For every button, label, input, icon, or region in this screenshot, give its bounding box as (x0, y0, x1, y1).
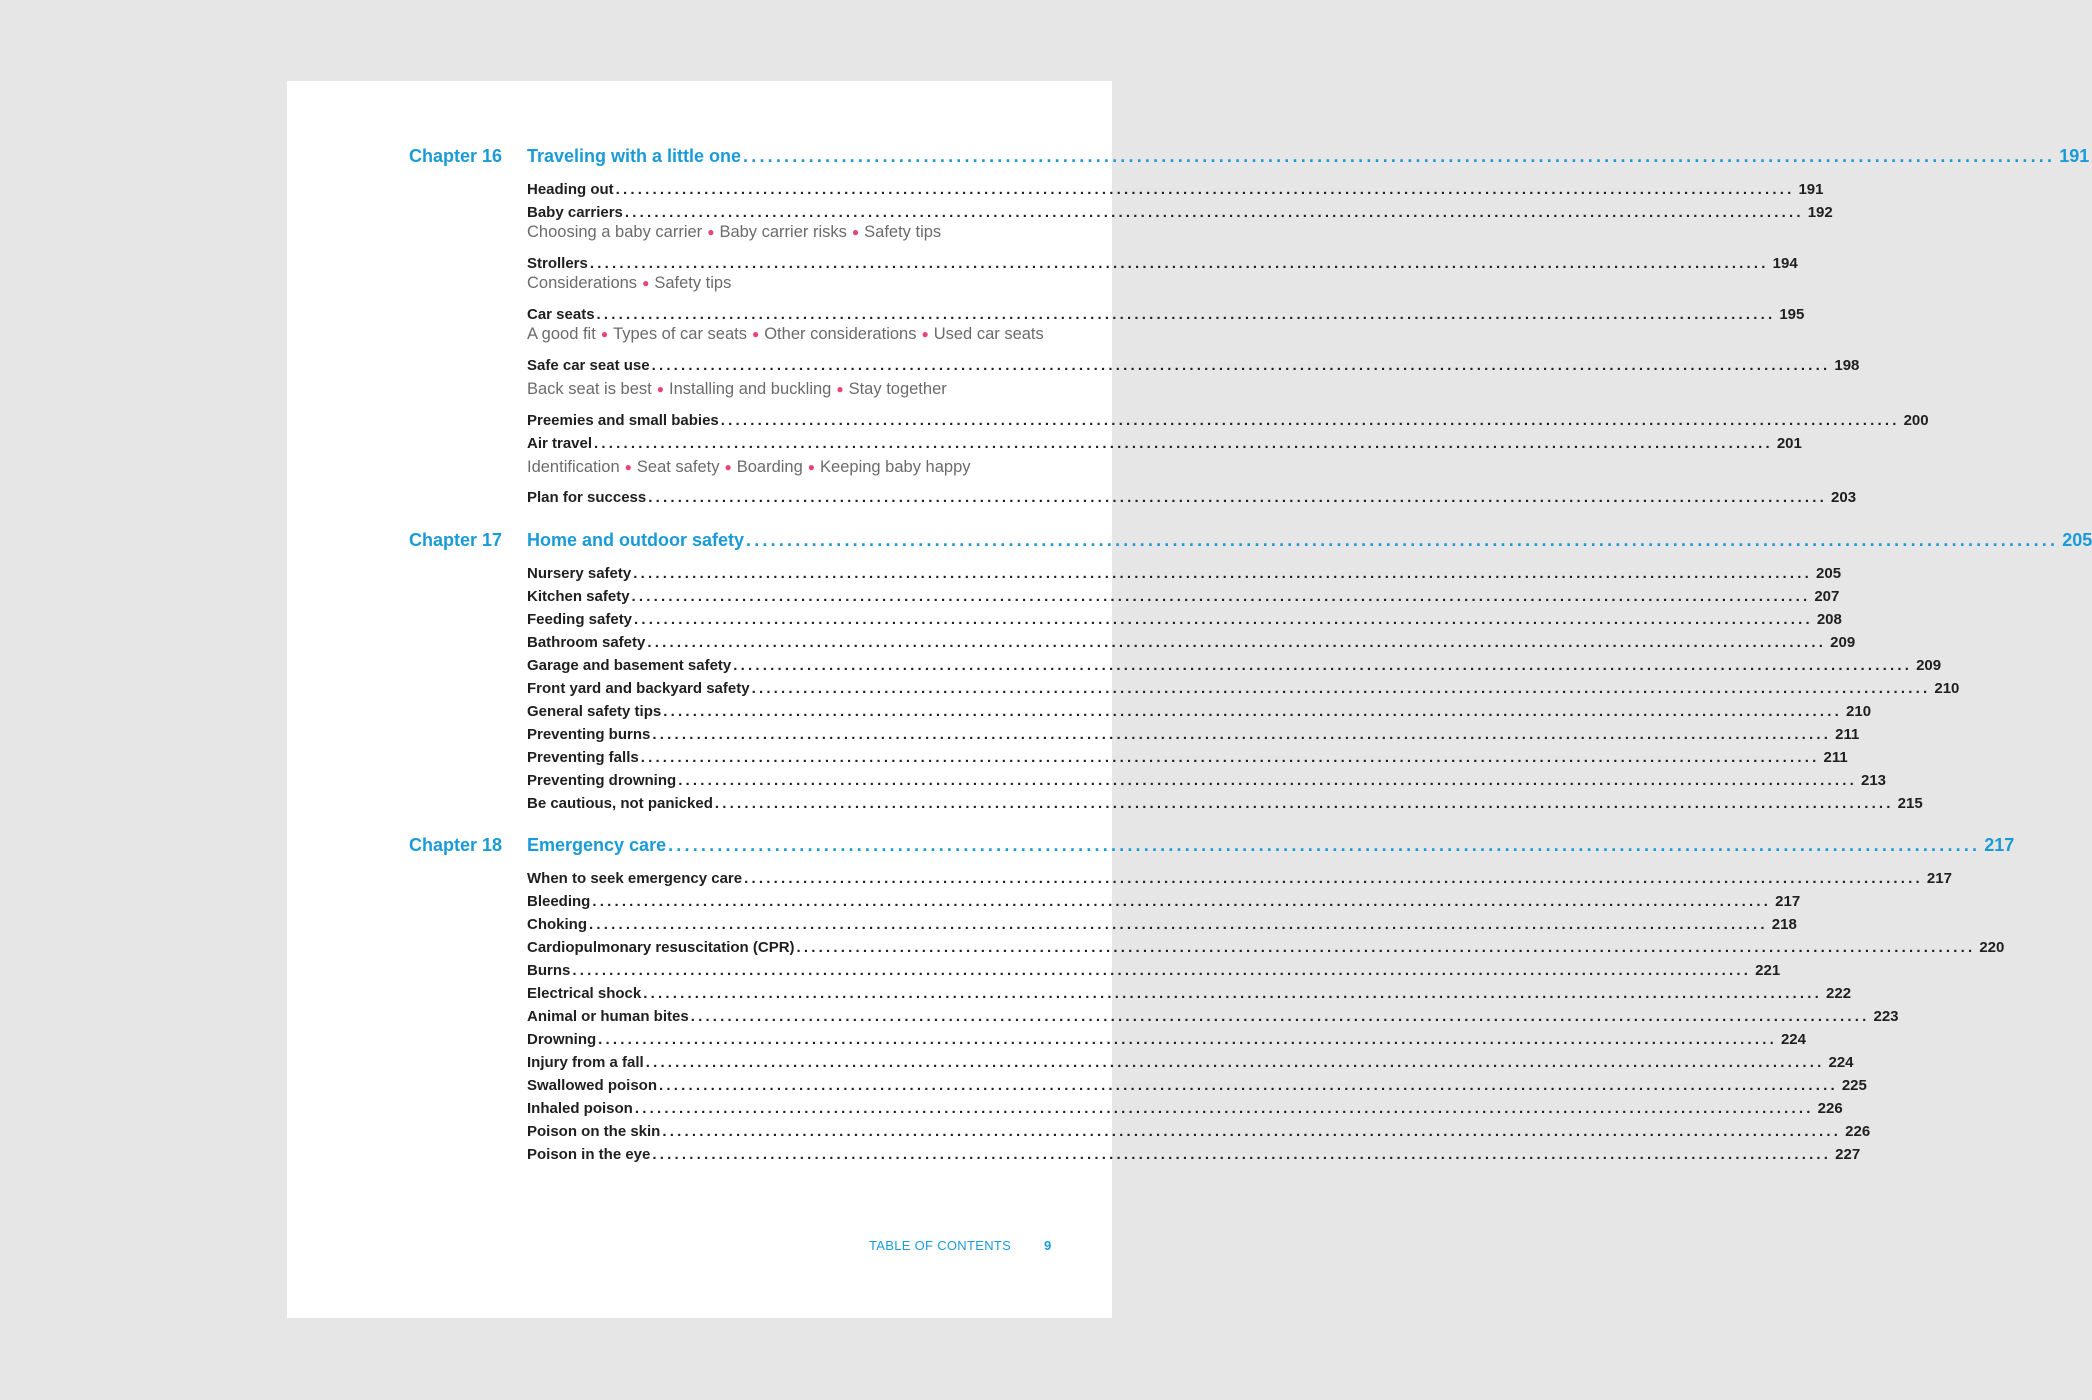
entry-subtopics (527, 323, 1067, 345)
dot-leader: ................................................................................................................................................................ (634, 611, 1813, 628)
dot-leader: ................................................................................................................................................................ (643, 985, 1823, 1002)
bullet-icon: ● (751, 327, 760, 341)
entry-page: 210 (1934, 680, 1960, 697)
entry-page: 211 (1835, 726, 1860, 743)
entry-page: 226 (1817, 1100, 1843, 1117)
dot-leader: ................................................................................................................................................................ (598, 1031, 1777, 1048)
dot-leader: ................................................................................................................................................................ (594, 435, 1773, 452)
chapter-page: 217 (1984, 835, 2015, 855)
subtopic: Types of car seats (613, 325, 747, 343)
bullet-icon: ● (707, 225, 715, 239)
bullet-icon: ● (624, 460, 632, 474)
entry-title: Poison on the skin (527, 1123, 661, 1140)
toc-entry[interactable] (527, 487, 1857, 509)
toc-entry[interactable] (527, 632, 1856, 654)
entry-title: Kitchen safety (527, 588, 630, 605)
subtopic: Used car seats (933, 325, 1044, 343)
toc-entry[interactable] (527, 1029, 1806, 1051)
dot-leader: ................................................................................................................................................................ (631, 588, 1811, 605)
entry-page: 217 (1926, 870, 1952, 887)
entry-page: 224 (1780, 1031, 1806, 1048)
dot-leader: ................................................................................................................................................................ (589, 916, 1768, 933)
toc-entry[interactable] (527, 609, 1842, 631)
toc-entry[interactable] (527, 891, 1801, 913)
dot-leader: ................................................................................................................................................................ (652, 1146, 1832, 1163)
subtopic: Identification (527, 458, 620, 476)
subtopic: Back seat is best (527, 380, 652, 398)
dot-leader: ................................................................................................................................................................ (640, 749, 1820, 766)
entry-title: Nursery safety (527, 565, 632, 582)
toc-page (287, 81, 2092, 1318)
entry-page: 213 (1860, 772, 1887, 789)
dot-leader: ................................................................................................................................................................ (744, 870, 1923, 887)
dot-leader: ................................................................................................................................................................ (659, 1077, 1838, 1094)
entry-title: Injury from a fall (527, 1054, 644, 1071)
entry-page: 209 (1830, 634, 1856, 651)
toc-entry[interactable] (527, 433, 1802, 455)
toc-entry[interactable] (527, 1121, 1871, 1143)
entry-page: 207 (1814, 588, 1840, 605)
dot-leader: ................................................................................................................................................................ (690, 1008, 1870, 1025)
entry-title: Air travel (527, 435, 593, 452)
toc-entry[interactable] (527, 868, 1952, 890)
entry-page: 227 (1835, 1146, 1861, 1163)
entry-page: 210 (1846, 703, 1872, 720)
entry-title: Animal or human bites (527, 1008, 689, 1025)
dot-leader: ................................................................................................................................................................ (733, 657, 1913, 674)
entry-title: General safety tips (527, 703, 662, 720)
toc-entry[interactable] (527, 724, 1860, 746)
entry-subtopics (527, 272, 1067, 294)
toc-entry[interactable] (527, 1144, 1861, 1166)
toc-entry[interactable] (527, 1052, 1854, 1074)
entry-title: Drowning (527, 1031, 597, 1048)
dot-leader: ................................................................................................................................................................ (645, 1054, 1825, 1071)
dot-leader: ................................................................................................................................................................ (743, 146, 2056, 166)
subtopic: Baby carrier risks (719, 223, 847, 241)
subtopic: Boarding (736, 458, 803, 476)
dot-leader: ................................................................................................................................................................ (678, 772, 1857, 789)
toc-entry[interactable] (527, 1098, 1843, 1120)
entry-title: Plan for success (527, 489, 647, 506)
bullet-icon: ● (656, 382, 664, 396)
entry-page: 191 (1798, 181, 1824, 198)
entry-page: 194 (1772, 255, 1798, 272)
subtopic: Seat safety (636, 458, 720, 476)
bullet-icon: ● (836, 382, 844, 396)
chapter-page: 191 (2059, 146, 2090, 166)
subtopic: Keeping baby happy (820, 458, 971, 476)
dot-leader: ................................................................................................................................................................ (634, 1100, 1814, 1117)
entry-page: 224 (1828, 1054, 1854, 1071)
entry-page: 201 (1776, 435, 1802, 452)
chapter-title-entry[interactable] (527, 142, 2090, 170)
toc-entry[interactable] (527, 410, 1929, 432)
chapter-title: Traveling with a little one (527, 146, 742, 166)
entry-page: 222 (1826, 985, 1852, 1002)
entry-page: 226 (1845, 1123, 1871, 1140)
entry-subtopics (527, 378, 1067, 400)
entry-subtopics (527, 456, 1067, 478)
dot-leader: ................................................................................................................................................................ (633, 565, 1813, 582)
toc-entry[interactable] (527, 793, 1923, 815)
dot-leader: ................................................................................................................................................................ (652, 726, 1832, 743)
bullet-icon: ● (600, 327, 609, 341)
entry-page: 211 (1823, 749, 1848, 766)
entry-title: Preventing burns (527, 726, 651, 743)
toc-entry[interactable] (527, 655, 1942, 677)
dot-leader: ................................................................................................................................................................ (648, 489, 1828, 506)
entry-title: Cardiopulmonary resuscitation (CPR) (527, 939, 795, 956)
entry-title: Strollers (527, 255, 588, 272)
entry-page: 205 (1816, 565, 1842, 582)
subtopic: Safety tips (864, 223, 942, 241)
chapter-title: Emergency care (527, 835, 667, 855)
toc-entry[interactable] (527, 747, 1848, 769)
toc-entry[interactable] (527, 701, 1872, 723)
chapter-18-heading (287, 831, 2015, 859)
entry-title: Front yard and backyard safety (527, 680, 750, 697)
subtopic: Choosing a baby carrier (527, 223, 703, 241)
dot-leader: ................................................................................................................................................................ (596, 306, 1776, 323)
subtopic: Other considerations (764, 325, 917, 343)
entry-page: 218 (1771, 916, 1797, 933)
entry-title: Preventing drowning (527, 772, 677, 789)
toc-entry[interactable] (527, 960, 1781, 982)
entry-page: 223 (1873, 1008, 1899, 1025)
dot-leader: ................................................................................................................................................................ (572, 962, 1752, 979)
entry-title: Preventing falls (527, 749, 639, 766)
entry-title: Inhaled poison (527, 1100, 633, 1117)
bullet-icon: ● (807, 460, 816, 474)
toc-entry[interactable] (527, 1006, 1899, 1028)
entry-title: Car seats (527, 306, 595, 323)
bullet-icon: ● (724, 460, 732, 474)
entry-title: Feeding safety (527, 611, 633, 628)
entry-title: When to seek emergency care (527, 870, 743, 887)
dot-leader: ................................................................................................................................................................ (663, 703, 1843, 720)
subtopic: Installing and buckling (668, 380, 832, 398)
entry-title: Heading out (527, 181, 614, 198)
chapter-title: Home and outdoor safety (527, 530, 745, 550)
chapter-16-heading (287, 142, 2090, 170)
chapter-label: Chapter 18 (409, 835, 503, 855)
subtopic: Considerations (527, 274, 638, 292)
chapter-page: 205 (2062, 530, 2092, 550)
subtopic: A good fit (527, 325, 596, 343)
entry-title: Bathroom safety (527, 634, 646, 651)
dot-leader: ................................................................................................................................................................ (714, 795, 1894, 812)
entry-title: Choking (527, 916, 587, 933)
dot-leader: ................................................................................................................................................................ (592, 893, 1772, 910)
entry-title: Preemies and small babies (527, 412, 719, 429)
toc-entry[interactable] (527, 1075, 1867, 1097)
entry-page: 198 (1834, 357, 1860, 374)
toc-entry[interactable] (527, 983, 1852, 1005)
chapter-title-entry[interactable] (527, 526, 2092, 554)
page-number: 9 (1044, 1238, 1052, 1253)
dot-leader: ................................................................................................................................................................ (647, 634, 1827, 651)
subtopic: Safety tips (654, 274, 732, 292)
entry-page: 220 (1979, 939, 2005, 956)
chapter-label: Chapter 16 (409, 146, 503, 166)
toc-entry[interactable] (527, 937, 2005, 959)
subtopic: Stay together (848, 380, 947, 398)
toc-entry[interactable] (527, 563, 1842, 585)
running-footer: TABLE OF CONTENTS (869, 1238, 1012, 1253)
entry-page: 208 (1816, 611, 1842, 628)
toc-entry[interactable] (527, 355, 1860, 377)
entry-page: 192 (1807, 204, 1833, 221)
toc-entry[interactable] (527, 914, 1797, 936)
toc-entry[interactable] (527, 586, 1840, 608)
entry-title: Bleeding (527, 893, 591, 910)
chapter-label: Chapter 17 (409, 530, 503, 550)
chapter-17-heading (287, 526, 2092, 554)
dot-leader: ................................................................................................................................................................ (624, 204, 1804, 221)
entry-title: Electrical shock (527, 985, 642, 1002)
toc-entry[interactable] (527, 179, 1824, 201)
entry-title: Garage and basement safety (527, 657, 732, 674)
entry-page: 200 (1903, 412, 1929, 429)
entry-title: Swallowed poison (527, 1077, 658, 1094)
entry-title: Baby carriers (527, 204, 623, 221)
dot-leader: ................................................................................................................................................................ (668, 835, 1981, 855)
dot-leader: ................................................................................................................................................................ (589, 255, 1769, 272)
entry-page: 215 (1897, 795, 1923, 812)
entry-title: Be cautious, not panicked (527, 795, 713, 812)
dot-leader: ................................................................................................................................................................ (615, 181, 1795, 198)
chapter-title-entry[interactable] (527, 831, 2015, 859)
dot-leader: ................................................................................................................................................................ (751, 680, 1931, 697)
entry-page: 221 (1755, 962, 1781, 979)
entry-page: 225 (1841, 1077, 1867, 1094)
entry-title: Burns (527, 962, 571, 979)
bullet-icon: ● (851, 225, 860, 239)
entry-title: Poison in the eye (527, 1146, 651, 1163)
dot-leader: ................................................................................................................................................................ (796, 939, 1976, 956)
dot-leader: ................................................................................................................................................................ (746, 530, 2059, 550)
dot-leader: ................................................................................................................................................................ (662, 1123, 1842, 1140)
entry-subtopics (527, 221, 1067, 243)
bullet-icon: ● (642, 276, 650, 290)
bullet-icon: ● (921, 327, 929, 341)
entry-page: 195 (1779, 306, 1805, 323)
dot-leader: ................................................................................................................................................................ (720, 412, 1900, 429)
entry-page: 209 (1916, 657, 1942, 674)
toc-entry[interactable] (527, 770, 1887, 792)
entry-title: Safe car seat use (527, 357, 650, 374)
entry-page: 217 (1775, 893, 1801, 910)
toc-entry[interactable] (527, 678, 1960, 700)
entry-page: 203 (1831, 489, 1857, 506)
dot-leader: ................................................................................................................................................................ (651, 357, 1831, 374)
